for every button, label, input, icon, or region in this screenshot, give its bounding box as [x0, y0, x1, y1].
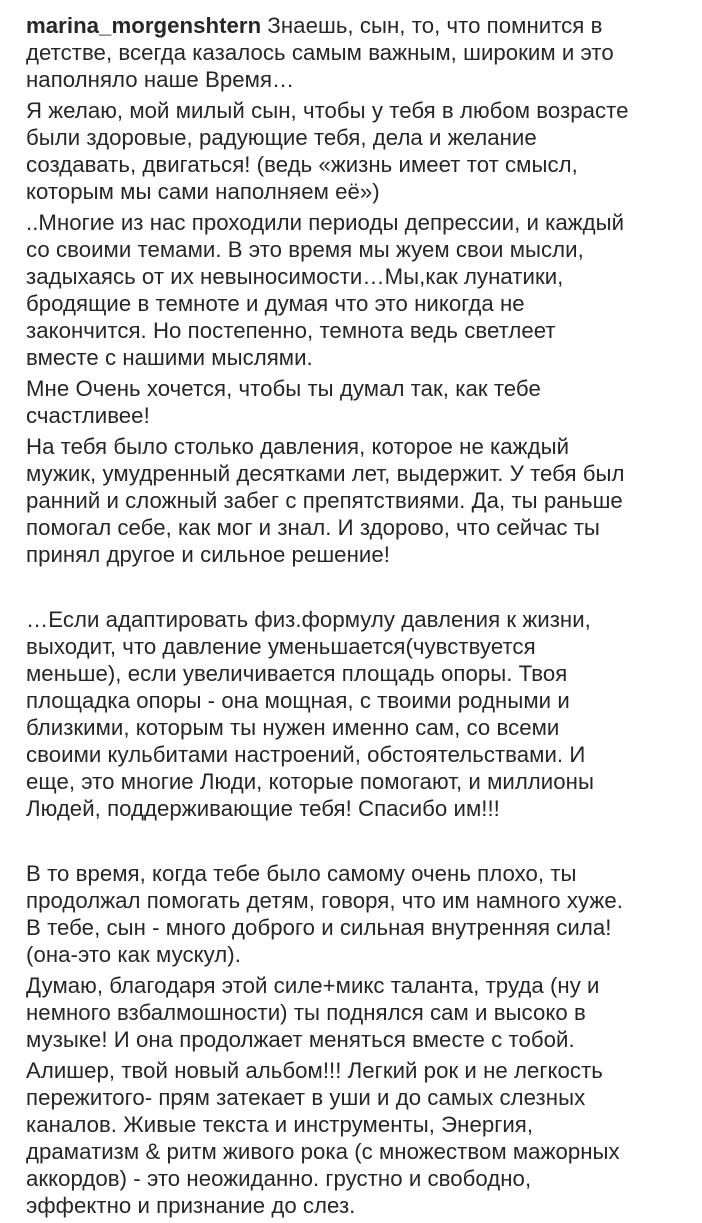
caption-line: немного взбалмошности) ты поднялся сам и высоко в — [26, 1000, 586, 1025]
caption-line: драматизм & ритм живого рока (с множеством мажорных — [26, 1139, 620, 1164]
caption-line: которым мы сами наполняем её») — [26, 179, 380, 204]
caption-line: закончится. Но постепенно, темнота ведь светлеет — [26, 318, 556, 343]
caption-line: Алишер, твой новый альбом!!! Легкий рок и не легкость — [26, 1058, 603, 1083]
caption-line: …Если адаптировать физ.формулу давления к жизни, — [26, 607, 591, 632]
caption-paragraph-7 — [26, 860, 682, 968]
caption-line: Думаю, благодаря этой силе+микс таланта, труда (ну и — [26, 973, 600, 998]
caption-line: наполняло наше Время… — [26, 67, 295, 92]
caption-line: В то время, когда тебе было самому очень плохо, ты — [26, 861, 577, 886]
caption-line: задыхаясь от их невыносимости…Мы,как лунатики, — [26, 264, 564, 289]
caption-paragraph-8 — [26, 972, 682, 1053]
caption-line: Я желаю, мой милый сын, чтобы у тебя в любом возрасте — [26, 98, 629, 123]
caption-line: детстве, всегда казалось самым важным, широким и это — [26, 40, 614, 65]
paragraph-spacer — [26, 572, 682, 606]
caption-line: (она-это как мускул). — [26, 942, 241, 967]
caption-line: создавать, двигаться! (ведь «жизнь имеет тот смысл, — [26, 152, 578, 177]
caption-line: со своими темами. В это время мы жуем свои мысли, — [26, 237, 584, 262]
caption-paragraph-4 — [26, 375, 682, 429]
caption-paragraph-6 — [26, 606, 682, 822]
caption-line: пережитого- прям затекает в уши и до самых слезных — [26, 1085, 586, 1110]
caption-paragraph-5 — [26, 433, 682, 568]
caption-paragraph-9 — [26, 1057, 682, 1219]
caption-paragraph-1 — [26, 12, 682, 93]
caption-line: marina_morgenshtern Знаешь, сын, то, что помнится в — [26, 13, 603, 38]
caption-line: На тебя было столько давления, которое не каждый — [26, 434, 570, 459]
caption-line: своими кульбитами настроений, обстоятельствами. И — [26, 742, 586, 767]
caption-line: выходит, что давление уменьшается(чувствуется — [26, 634, 536, 659]
username-link[interactable]: marina_morgenshtern — [26, 13, 262, 38]
caption-line: меньше), если увеличивается площадь опоры. Твоя — [26, 661, 568, 686]
caption-line: ..Многие из нас проходили периоды депрессии, и каждый — [26, 210, 625, 235]
caption-line: продолжал помогать детям, говоря, что им намного хуже. — [26, 888, 623, 913]
caption-line: эффектно и признание до слез. — [26, 1193, 356, 1218]
caption-line: мужик, умудренный десятками лет, выдержит. У тебя был — [26, 461, 625, 486]
caption-line: ранний и сложный забег с препятствиями. Да, ты раньше — [26, 488, 623, 513]
caption-line: близкими, которым ты нужен именно сам, со всеми — [26, 715, 560, 740]
paragraph-spacer — [26, 826, 682, 860]
caption-line: принял другое и сильное решение! — [26, 542, 390, 567]
caption-line: вместе с нашими мыслями. — [26, 345, 313, 370]
caption-line: были здоровые, радующие тебя, дела и желание — [26, 125, 537, 150]
caption-line: помогал себе, как мог и знал. И здорово, что сейчас ты — [26, 515, 600, 540]
caption-line: аккордов) - это неожиданно. грустно и свободно, — [26, 1166, 532, 1191]
caption-line: Мне Очень хочется, чтобы ты думал так, как тебе — [26, 376, 541, 401]
caption-line: Людей, поддерживающие тебя! Спасибо им!!! — [26, 796, 500, 821]
caption-line: счастливее! — [26, 403, 150, 428]
caption-line: площадка опоры - она мощная, с твоими родными и — [26, 688, 570, 713]
caption-line: каналов. Живые текста и инструменты, Энергия, — [26, 1112, 534, 1137]
caption-line: еще, это многие Люди, которые помогают, и миллионы — [26, 769, 594, 794]
caption-line: музыке! И она продолжает меняться вместе с тобой. — [26, 1027, 575, 1052]
caption-paragraph-2 — [26, 97, 682, 205]
post-caption — [26, 12, 682, 1223]
caption-paragraph-3 — [26, 209, 682, 371]
caption-line: В тебе, сын - много доброго и сильная внутренняя сила! — [26, 915, 612, 940]
caption-line: бродящие в темноте и думая что это никогда не — [26, 291, 525, 316]
